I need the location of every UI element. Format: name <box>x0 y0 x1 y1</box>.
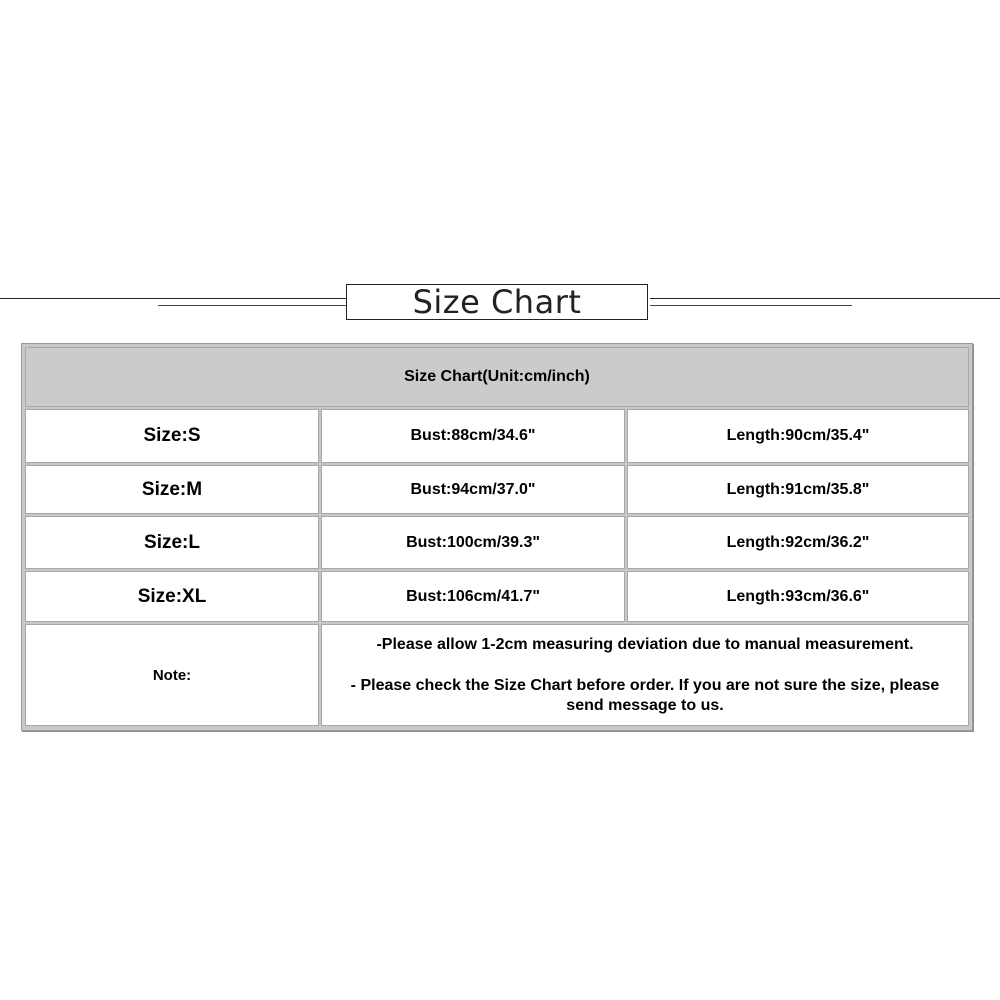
bust-value: Bust:100cm/39.3" <box>406 533 540 551</box>
length-cell-l <box>627 516 969 569</box>
length-value: Length:93cm/36.6" <box>726 587 870 605</box>
note-text-cell <box>321 624 969 726</box>
size-label: Size:S <box>143 425 201 446</box>
length-cell-xl <box>627 571 969 622</box>
banner-line-left-outer <box>0 298 346 299</box>
table-header-text: Size Chart(Unit:cm/inch) <box>404 368 590 385</box>
size-cell-s <box>25 409 319 463</box>
size-label: Size:M <box>141 478 203 500</box>
banner-line-right-inner <box>650 305 852 306</box>
note-line-3: send message to us. <box>566 697 724 714</box>
size-cell-m <box>25 465 319 514</box>
banner-line-left-inner <box>158 305 346 306</box>
length-value: Length:91cm/35.8" <box>726 480 870 498</box>
bust-value: Bust:88cm/34.6" <box>410 427 536 444</box>
length-value: Length:90cm/35.4" <box>726 427 870 444</box>
bust-cell-xl <box>321 571 625 622</box>
size-label: Size:L <box>144 531 200 553</box>
bust-cell-s <box>321 409 625 463</box>
size-chart-table <box>21 343 973 731</box>
length-cell-s <box>627 409 969 463</box>
size-cell-l <box>25 516 319 569</box>
length-value: Length:92cm/36.2" <box>726 533 870 551</box>
bust-cell-l <box>321 516 625 569</box>
table-header <box>25 347 969 407</box>
bust-value: Bust:94cm/37.0" <box>410 480 536 498</box>
size-chart-banner <box>0 280 1000 324</box>
banner-line-right-outer <box>650 298 1000 299</box>
note-label-cell <box>25 624 319 726</box>
page-title: Size Chart <box>412 283 582 321</box>
banner-title-box <box>346 284 648 320</box>
note-line-1: -Please allow 1-2cm measuring deviation due to manual measurement. <box>376 636 914 653</box>
note-line-2: - Please check the Size Chart before order. If you are not sure the size, please <box>350 677 940 694</box>
bust-cell-m <box>321 465 625 514</box>
size-cell-xl <box>25 571 319 622</box>
size-label: Size:XL <box>137 585 207 607</box>
note-label: Note: <box>152 666 192 684</box>
bust-value: Bust:106cm/41.7" <box>406 587 540 605</box>
length-cell-m <box>627 465 969 514</box>
